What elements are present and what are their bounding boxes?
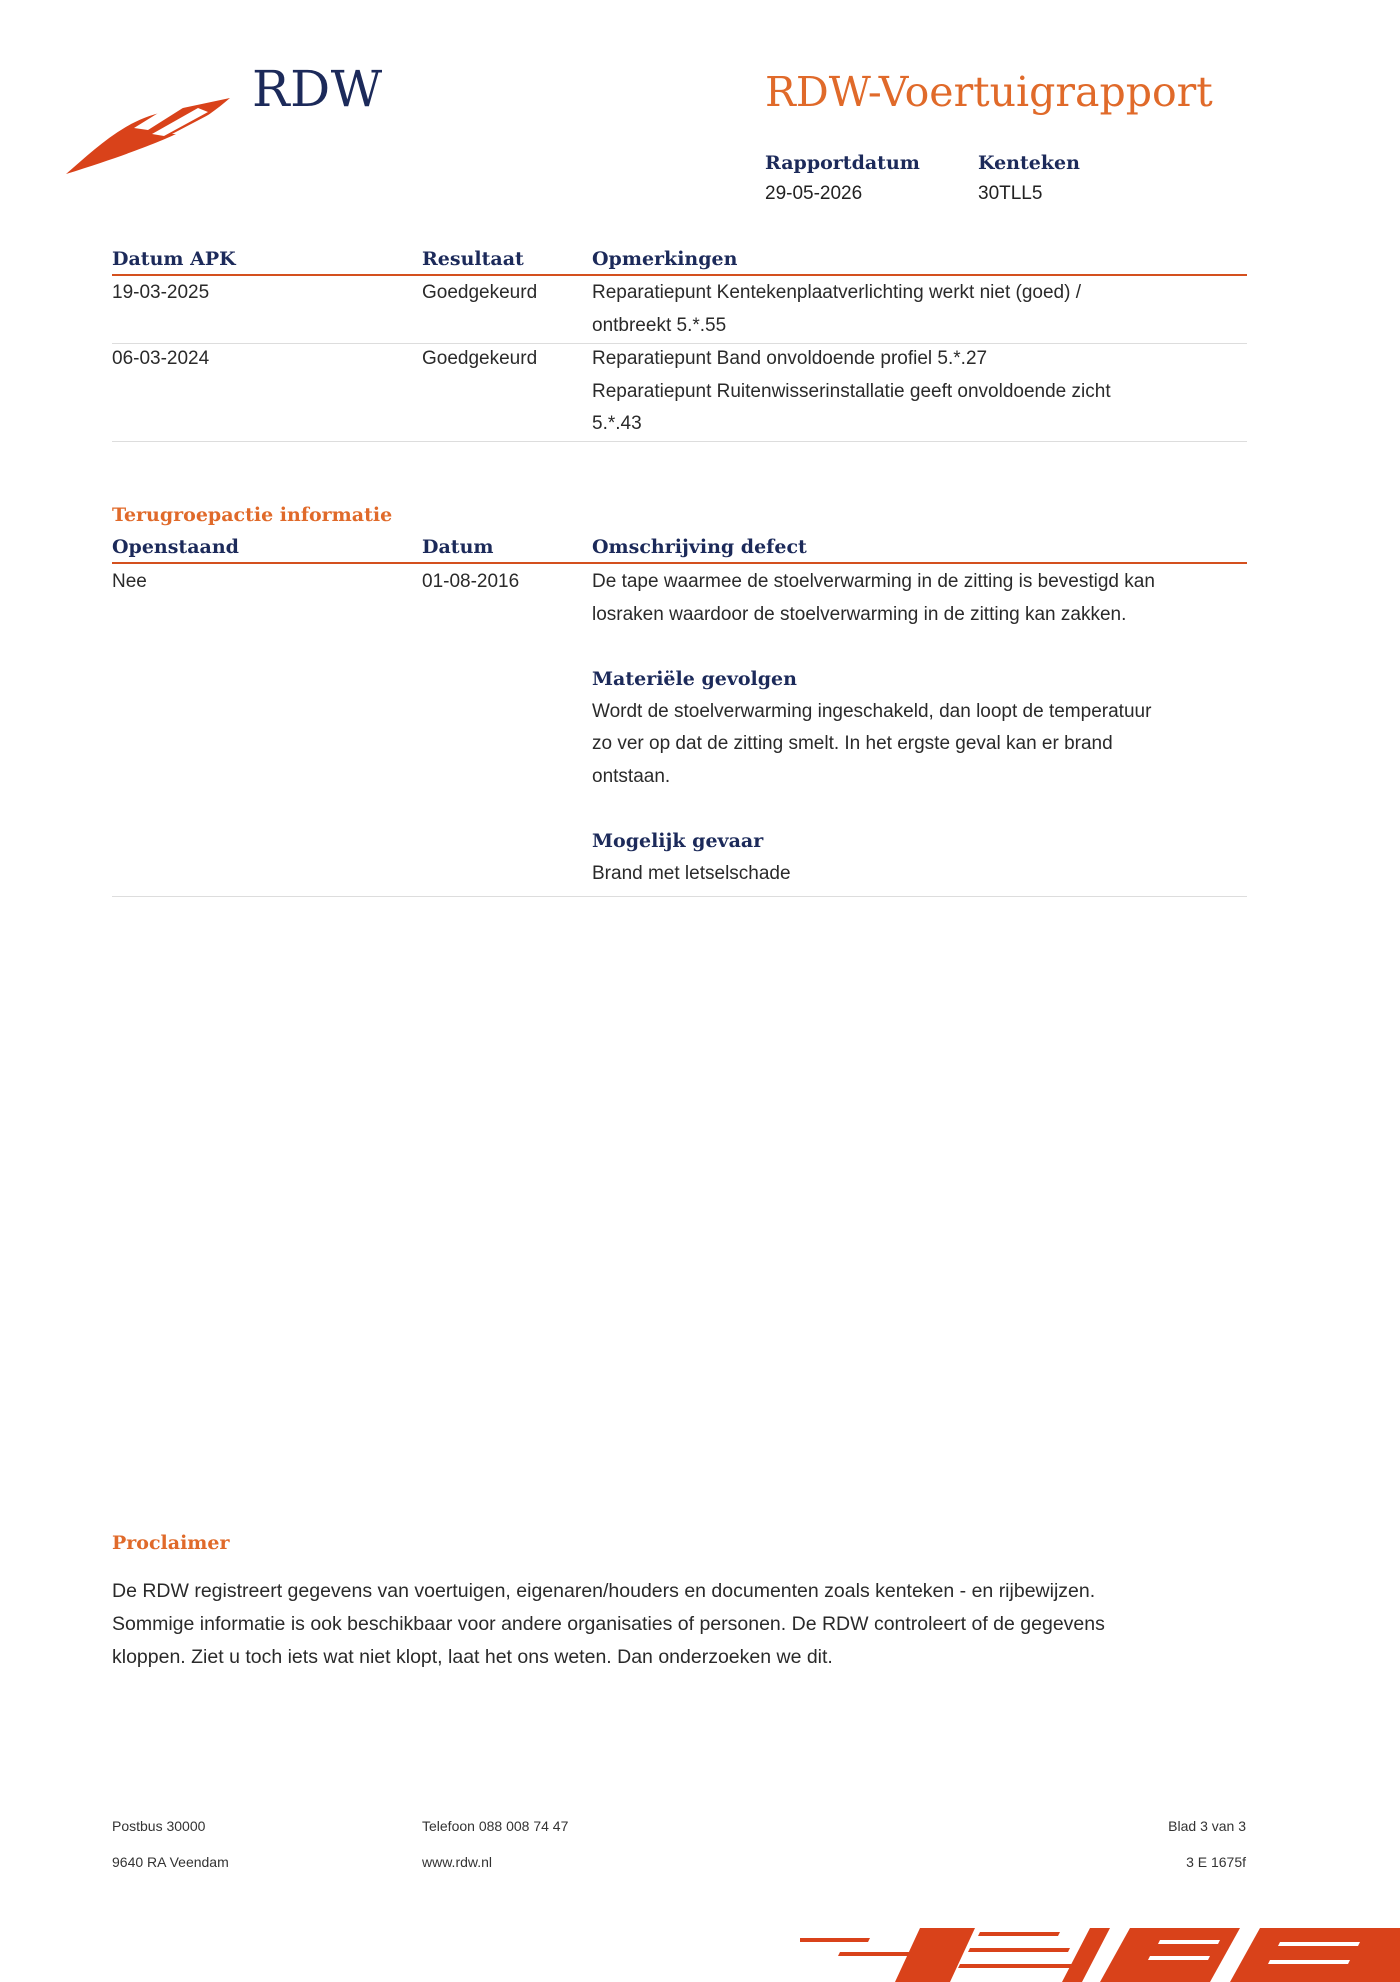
recall-column-date: Datum — [422, 536, 494, 558]
material-line: zo ver op dat de zitting smelt. In het ergste geval kan er brand — [592, 733, 1113, 754]
remark-line: Reparatiepunt Ruitenwisserinstallatie geeft onvoldoende zicht — [592, 380, 1111, 402]
apk-column-result: Resultaat — [422, 248, 524, 270]
remark-line: ontbreekt 5.*.55 — [592, 314, 727, 336]
footer-phone: Telefoon 088 008 74 47 — [422, 1818, 569, 1834]
defect-line: losraken waardoor de stoelverwarming in de zitting kan zakken. — [592, 603, 1127, 625]
danger-value: Brand met letselschade — [592, 862, 791, 884]
apk-column-remarks: Opmerkingen — [592, 248, 738, 270]
report-date-label: Rapportdatum — [765, 152, 920, 174]
apk-date: 06-03-2024 — [112, 348, 210, 369]
defect-line: De tape waarmee de stoelverwarming in de zitting is bevestigd kan — [592, 571, 1155, 592]
rdw-logo-icon — [64, 90, 234, 180]
license-plate-value: 30TLL5 — [978, 183, 1043, 204]
apk-column-date: Datum APK — [112, 248, 236, 270]
decorative-stripes-icon — [800, 1920, 1400, 1982]
footer-page-number: Blad 3 van 3 — [1168, 1818, 1246, 1834]
apk-table-header — [112, 244, 1247, 276]
proclaimer-line: Sommige informatie is ook beschikbaar voor andere organisaties of personen. De RDW controleert of de gegevens — [112, 1613, 1105, 1635]
proclaimer-line: De RDW registreert gegevens van voertuigen, eigenaren/houders en documenten zoals kenteken - en rijbewijzen. — [112, 1580, 1096, 1602]
remark-line: Reparatiepunt Kentekenplaatverlichting werkt niet (goed) / — [592, 282, 1082, 303]
possible-danger-title: Mogelijk gevaar — [592, 830, 764, 852]
footer-city: 9640 RA Veendam — [112, 1854, 229, 1870]
report-date-value: 29-05-2026 — [765, 183, 863, 204]
table-row — [112, 566, 1247, 897]
footer-document-code: 3 E 1675f — [1186, 1854, 1246, 1870]
material-line: Wordt de stoelverwarming ingeschakeld, dan loopt de temperatuur — [592, 700, 1152, 722]
table-row — [112, 343, 1247, 442]
remark-line: Reparatiepunt Band onvoldoende profiel 5.*.27 — [592, 348, 988, 369]
report-title: RDW-Voertuigrapport — [765, 68, 1213, 116]
footer-postbus: Postbus 30000 — [112, 1818, 206, 1834]
apk-result: Goedgekeurd — [422, 282, 538, 303]
proclaimer-line: kloppen. Ziet u toch iets wat niet klopt, laat het ons weten. Dan onderzoeken we dit. — [112, 1646, 833, 1668]
remark-line: 5.*.43 — [592, 413, 642, 434]
apk-result: Goedgekeurd — [422, 348, 538, 369]
table-row — [112, 277, 1247, 344]
apk-remarks — [592, 277, 1242, 342]
recall-open-value: Nee — [112, 571, 147, 592]
recall-section-title: Terugroepactie informatie — [112, 504, 393, 526]
recall-table-header — [112, 532, 1247, 564]
recall-date-value: 01-08-2016 — [422, 571, 520, 592]
brand-name: RDW — [252, 60, 383, 118]
proclaimer-text — [112, 1575, 1252, 1674]
recall-description — [592, 566, 1242, 890]
footer-website: www.rdw.nl — [422, 1854, 493, 1870]
apk-date: 19-03-2025 — [112, 282, 210, 303]
material-consequences-title: Materiële gevolgen — [592, 668, 797, 690]
apk-remarks — [592, 343, 1242, 441]
proclaimer-title: Proclaimer — [112, 1532, 230, 1554]
license-plate-label: Kenteken — [978, 152, 1080, 174]
recall-column-open: Openstaand — [112, 536, 239, 558]
material-line: ontstaan. — [592, 765, 671, 787]
recall-column-defect: Omschrijving defect — [592, 536, 807, 558]
